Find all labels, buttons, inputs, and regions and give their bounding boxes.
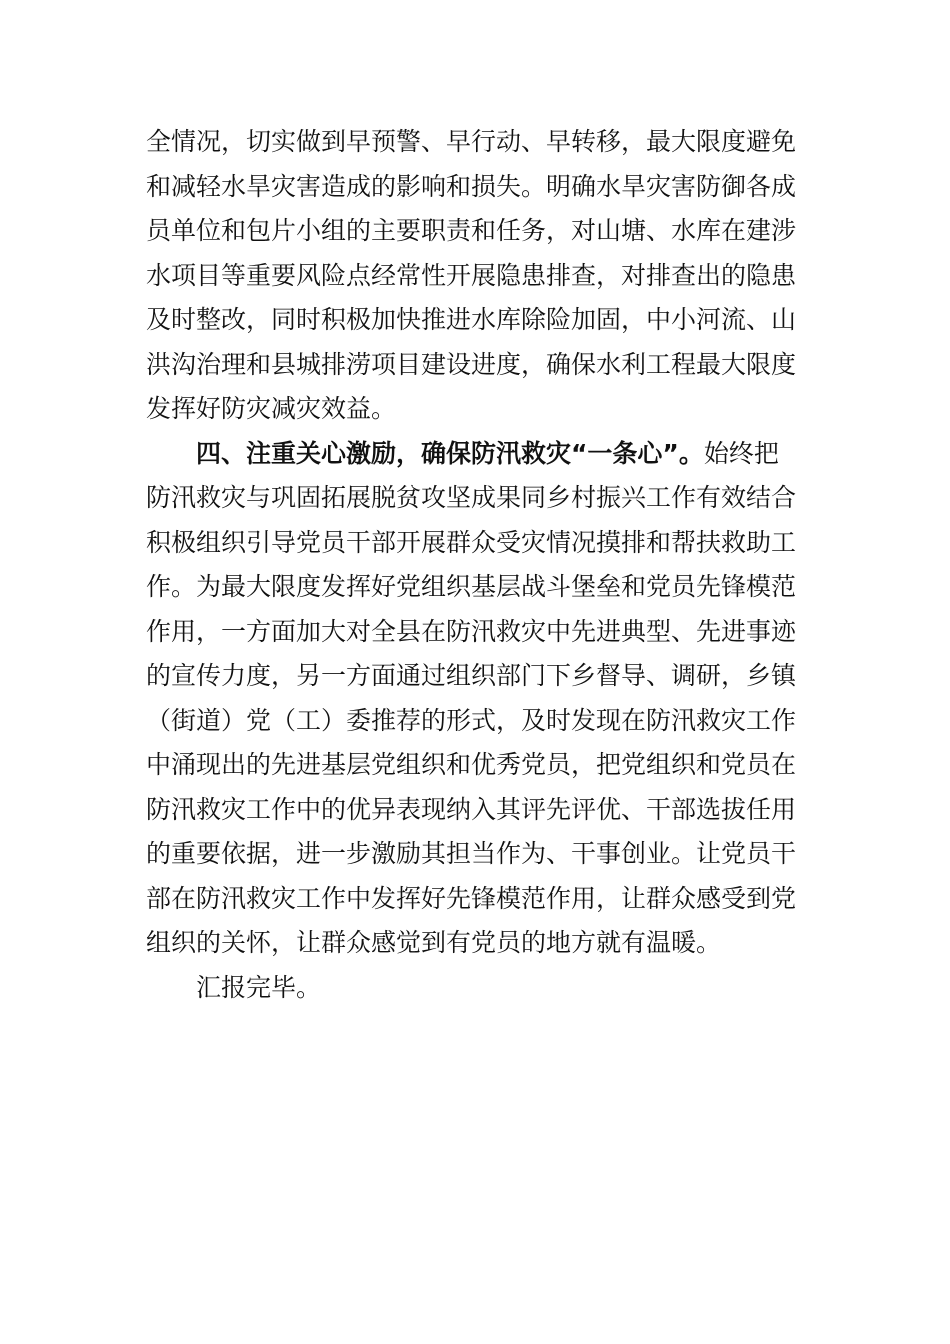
- document-body: [146, 120, 808, 1010]
- text-line: （街道）党（工）委推荐的形式，及时发现在防汛救灾工作: [146, 705, 797, 735]
- text-line: 发挥好防灾减灾效益。: [146, 394, 397, 423]
- text-line: 员单位和包片小组的主要职责和任务，对山塘、水库在建涉: [146, 216, 797, 245]
- text-line: 全情况，切实做到早预警、早行动、早转移，最大限度避免: [146, 127, 797, 156]
- paragraph-closing: [146, 966, 808, 1011]
- paragraph-continued: [146, 120, 808, 432]
- text-line: 防汛救灾与巩固拓展脱贫攻坚成果同乡村振兴工作有效结合: [146, 483, 797, 512]
- text-line: 部在防汛救灾工作中发挥好先锋模范作用，让群众感受到党: [146, 883, 797, 913]
- text-line: 和减轻水旱灾害造成的影响和损失。明确水旱灾害防御各成: [146, 171, 797, 201]
- text-line: 作用，一方面加大对全县在防汛救灾中先进典型、先进事迹: [146, 616, 797, 646]
- text-line: 洪沟治理和县城排涝项目建设进度，确保水利工程最大限度: [146, 349, 797, 379]
- text-line: 及时整改，同时积极加快推进水库除险加固，中小河流、山: [146, 305, 797, 334]
- text-line-first: [146, 432, 808, 477]
- text-line: 的重要依据，进一步激励其担当作为、干事创业。让党员干: [146, 839, 797, 868]
- closing-line: 汇报完毕。: [196, 972, 322, 1002]
- section-heading: 四、注重关心激励，确保防汛救灾“一条心”。: [196, 438, 704, 468]
- paragraph-section-four: [146, 432, 808, 966]
- text-line: 防汛救灾工作中的优异表现纳入其评先评优、干部选拔任用: [146, 794, 797, 824]
- text-line: 的宣传力度，另一方面通过组织部门下乡督导、调研，乡镇: [146, 661, 797, 690]
- text-line: 中涌现出的先进基层党组织和优秀党员，把党组织和党员在: [146, 750, 797, 779]
- text-line: 作。为最大限度发挥好党组织基层战斗堡垒和党员先锋模范: [146, 572, 797, 601]
- text-line: 积极组织引导党员干部开展群众受灾情况摸排和帮扶救助工: [146, 527, 797, 557]
- text-line: 组织的关怀，让群众感觉到有党员的地方就有温暖。: [146, 928, 722, 957]
- text-run: 始终把: [703, 438, 779, 468]
- text-line: 水项目等重要风险点经常性开展隐患排查，对排查出的隐患: [146, 260, 797, 290]
